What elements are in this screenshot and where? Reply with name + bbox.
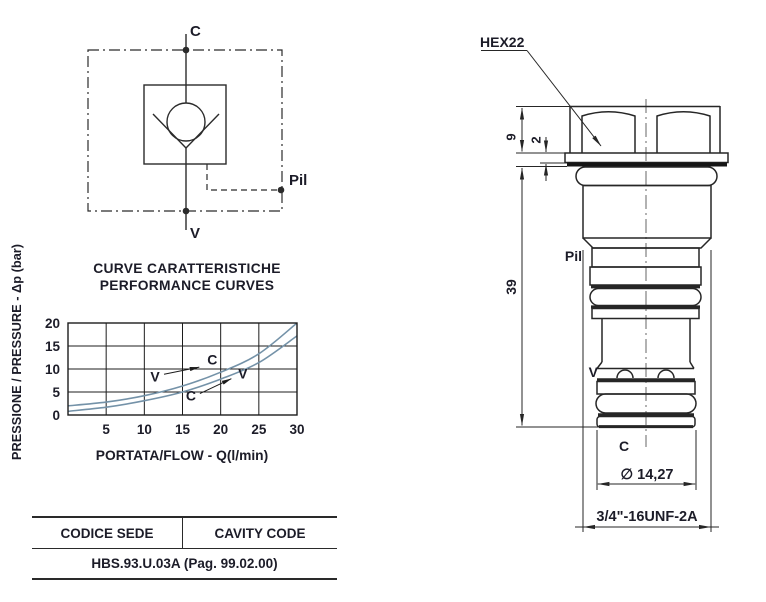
chart-dynamic-layer: [45, 316, 305, 437]
performance-chart: [45, 316, 305, 437]
pilot-line: [207, 164, 281, 190]
flow-annotation-to: C: [207, 351, 218, 368]
valve-seat-right: [186, 114, 219, 148]
cavity-code-value: HBS.93.U.03A (Pag. 99.02.00): [91, 556, 278, 571]
flow-annotation-from: V: [150, 368, 160, 385]
x-tick-label: 10: [136, 422, 152, 437]
flow-annotation-arrow: [164, 367, 199, 374]
y-tick-label: 0: [52, 408, 60, 423]
table-header-cavity-code: CAVITY CODE: [214, 525, 306, 541]
x-tick-label: 5: [102, 422, 110, 437]
chart-y-axis-label: PRESSIONE / PRESSURE - Δp (bar): [9, 243, 24, 461]
hex-callout-label: HEX22: [480, 34, 525, 50]
callout-leader: [527, 51, 601, 147]
dim-9-label: 9: [503, 133, 519, 141]
flow-annotation-from: C: [185, 387, 196, 404]
drawing-port-v-label: V: [588, 364, 598, 380]
dim-diameter-label: ∅ 14,27: [620, 467, 674, 483]
x-tick-label: 25: [251, 422, 267, 437]
flow-annotation-to: V: [238, 365, 248, 382]
valve-box: [144, 85, 226, 164]
cartridge-drawing: [565, 99, 728, 447]
schematic-port-c-label: C: [190, 23, 201, 40]
x-tick-label: 20: [213, 422, 229, 437]
v-port-shoulder: [597, 362, 694, 369]
valve-seat-left: [153, 114, 186, 148]
dim-2-label: 2: [528, 136, 544, 144]
chart-x-axis-label: PORTATA/FLOW - Q(l/min): [95, 448, 269, 463]
seal-washer: [567, 163, 727, 167]
table-header-codice-sede: CODICE SEDE: [32, 518, 183, 548]
envelope-boundary: [88, 50, 282, 211]
table-header-row: [32, 518, 337, 549]
dim-39-label: 39: [503, 279, 519, 295]
drawing-port-c-label: C: [618, 438, 630, 454]
x-tick-label: 15: [174, 422, 191, 437]
y-tick-label: 15: [44, 339, 60, 354]
o-ring-mid: [590, 289, 701, 306]
x-tick-label: 30: [289, 422, 305, 437]
table-row: [32, 549, 337, 578]
node-c: [183, 47, 190, 54]
retainer-band: [592, 309, 699, 319]
cavity-code-table: [32, 516, 337, 580]
schematic-port-v-label: V: [190, 225, 201, 242]
chart-title-line1: CURVE CARATTERISTICHE: [93, 261, 281, 276]
hex-facet-right: [657, 112, 710, 153]
chart-title-line2: PERFORMANCE CURVES: [99, 277, 275, 293]
pilot-band: [592, 248, 699, 267]
y-tick-label: 10: [44, 362, 60, 377]
head-flange: [565, 153, 728, 163]
hydraulic-schematic: [88, 34, 284, 230]
o-ring-top: [576, 167, 717, 186]
chart-title-block: [62, 261, 312, 294]
groove-band: [590, 267, 701, 285]
node-v: [183, 208, 190, 215]
shoulder-taper: [583, 238, 711, 248]
y-tick-label: 5: [52, 385, 60, 400]
threaded-body: [583, 186, 711, 239]
dim-thread-label: 3/4"-16UNF-2A: [596, 509, 698, 525]
schematic-pilot-label: Pil: [289, 172, 308, 189]
node-pil: [278, 187, 285, 194]
y-tick-label: 20: [44, 316, 60, 331]
drawing-pilot-label: Pil: [564, 248, 582, 264]
v-port-holes: [617, 370, 674, 378]
